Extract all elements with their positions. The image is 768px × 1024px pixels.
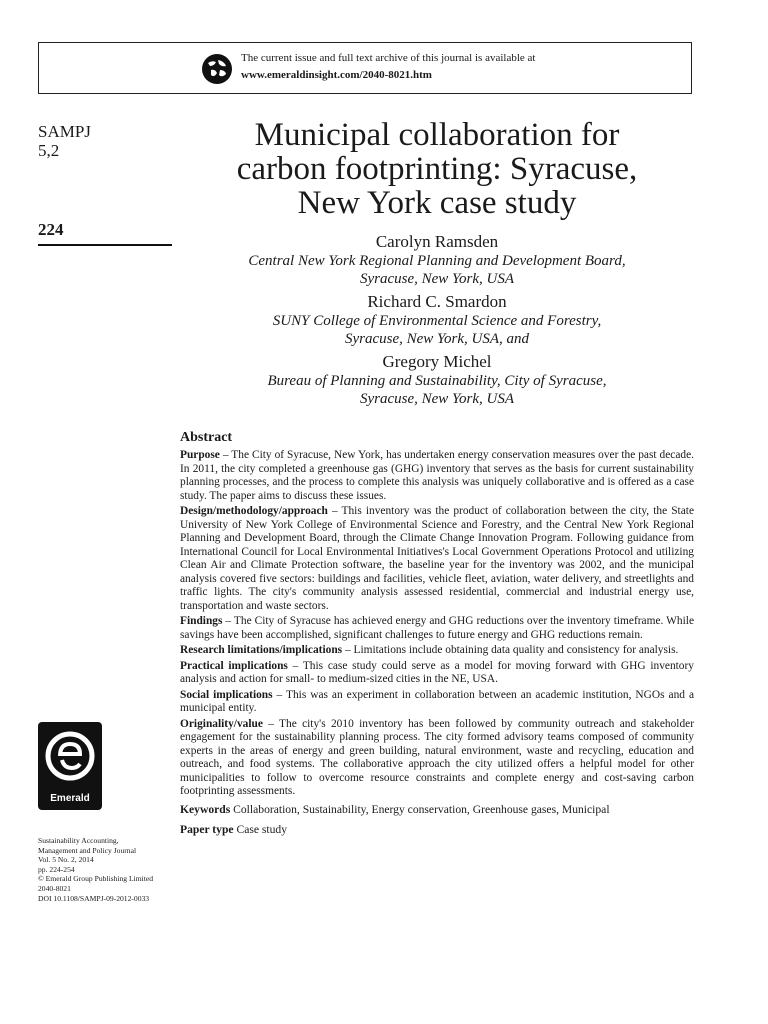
abstract-heading: Abstract — [180, 430, 233, 445]
paper-type-label: Paper type — [180, 822, 234, 836]
keywords — [180, 803, 694, 817]
citation-block — [38, 836, 178, 903]
article-title — [180, 118, 694, 220]
journal-availability-box — [38, 42, 692, 94]
keywords-label: Keywords — [180, 802, 231, 816]
abstract-section-findings — [180, 615, 694, 642]
journal-volume: 5,2 — [38, 141, 60, 160]
availability-text: The current issue and full text archive of this journal is available at — [241, 52, 536, 64]
citation-line: 2040-8021 — [38, 883, 71, 893]
section-text: – This was an experiment in collaboration between an academic institution, NGOs and a municipal entity. — [180, 688, 694, 714]
abstract-section-limitations — [180, 644, 694, 658]
author-affiliation: Bureau of Planning and Sustainability, City of Syracuse, — [267, 373, 607, 389]
section-label: Social implications — [180, 688, 273, 701]
title-line: Municipal collaboration for — [254, 117, 620, 153]
section-label: Practical implications — [180, 659, 288, 672]
abstract-section-design — [180, 505, 694, 613]
section-text: – This case study could serve as a model for moving forward with GHG inventory analysis and action for small- to medium-sized cities in the NE, USA. — [180, 659, 694, 685]
section-text: – This inventory was the product of collaboration between the city, the State University of New York College of Environmental Science and Forestry, and the Central New York Regional Planning and Development Board, through the Climate Change Innovation Program. Following guidance from International Council for Local Environmental Initiatives's Local Government Operations Protocol and utilizing Clean Air and Climate Protection software, the baseline year for the inventory was 2002, and the municipal analysis covered five sectors: buildings and facilities, vehicle fleet, aviation, water delivery, and streetlights and traffic lights. The city's community analysis assessed residential, commercial and industrial energy use, transportation and waste sectors. — [180, 505, 694, 612]
author-affiliation: Syracuse, New York, USA — [359, 271, 515, 287]
journal-url-link[interactable]: www.emeraldinsight.com/2040-8021.htm — [241, 69, 432, 81]
section-label: Purpose — [180, 449, 220, 461]
author-name: Gregory Michel — [382, 352, 492, 371]
journal-abbrev-block — [38, 122, 91, 160]
journal-abbrev: SAMPJ — [38, 122, 91, 141]
author-block — [180, 292, 694, 348]
abstract — [180, 430, 694, 843]
abstract-section-social — [180, 689, 694, 716]
title-line: New York case study — [297, 185, 577, 221]
section-label: Research limitations/implications — [180, 644, 343, 656]
author-name: Carolyn Ramsden — [375, 232, 499, 251]
author-block — [180, 232, 694, 288]
author-affiliation: Central New York Regional Planning and Development Board, — [248, 253, 626, 269]
author-list — [180, 230, 694, 412]
logo-text: Emerald — [50, 793, 90, 804]
paper-type-text: Case study — [233, 822, 288, 836]
page-number-rule — [38, 244, 172, 246]
author-affiliation: SUNY College of Environmental Science and Forestry, — [272, 313, 602, 329]
title-line: carbon footprinting: Syracuse, — [236, 151, 638, 187]
citation-line: DOI 10.1108/SAMPJ-09-2012-0033 — [38, 893, 150, 903]
citation-line: Vol. 5 No. 2, 2014 — [38, 855, 94, 865]
author-affiliation: Syracuse, New York, USA, and — [344, 331, 530, 347]
abstract-section-purpose — [180, 449, 694, 503]
citation-line: Sustainability Accounting, — [38, 836, 119, 845]
author-name: Richard C. Smardon — [367, 292, 507, 311]
citation-line: © Emerald Group Publishing Limited — [38, 874, 154, 884]
section-label: Design/methodology/approach — [180, 505, 328, 517]
keywords-text: Collaboration, Sustainability, Energy conservation, Greenhouse gases, Municipal — [230, 802, 610, 816]
section-text: – The City of Syracuse has achieved energy and GHG reductions over the inventory timeframe. While savings have been accomplished, significant challenges to future energy and GHG reductions remain. — [180, 615, 694, 641]
section-text: – The City of Syracuse, New York, has undertaken energy conservation measures over the past decade. In 2011, the city completed a greenhouse gas (GHG) inventory that serves as the basis for current sustainability planning processes, and the process to complete this analysis was uniquely collaborative and is offered as a case study. The paper aims to discuss these issues. — [180, 449, 694, 502]
emerald-logo-icon — [38, 722, 102, 810]
author-block — [180, 352, 694, 408]
abstract-section-practical — [180, 660, 694, 687]
section-label: Findings — [180, 615, 223, 627]
section-text: – The city's 2010 inventory has been followed by community outreach and stakeholder engagement for the sustainability planning process. The city formed advisory teams composed of community experts in the areas of energy and green building, natural environment, waste and recycling, education and outreach, and food systems. The collaborative approach the city utilized offers a helpful model for other municipalities to follow to overcome resource constraints and complete energy and cost-saving carbon footprinting assessments. — [180, 717, 694, 797]
abstract-section-originality — [180, 718, 694, 799]
citation-line: pp. 224-254 — [38, 864, 75, 874]
paper-type — [180, 823, 694, 837]
page-number: 224 — [38, 220, 64, 239]
section-text: – Limitations include obtaining data quality and consistency for analysis. — [342, 644, 679, 656]
citation-line: Management and Policy Journal — [38, 845, 137, 855]
author-affiliation: Syracuse, New York, USA — [359, 391, 515, 407]
section-label: Originality/value — [180, 717, 263, 730]
globe-icon — [202, 54, 232, 84]
